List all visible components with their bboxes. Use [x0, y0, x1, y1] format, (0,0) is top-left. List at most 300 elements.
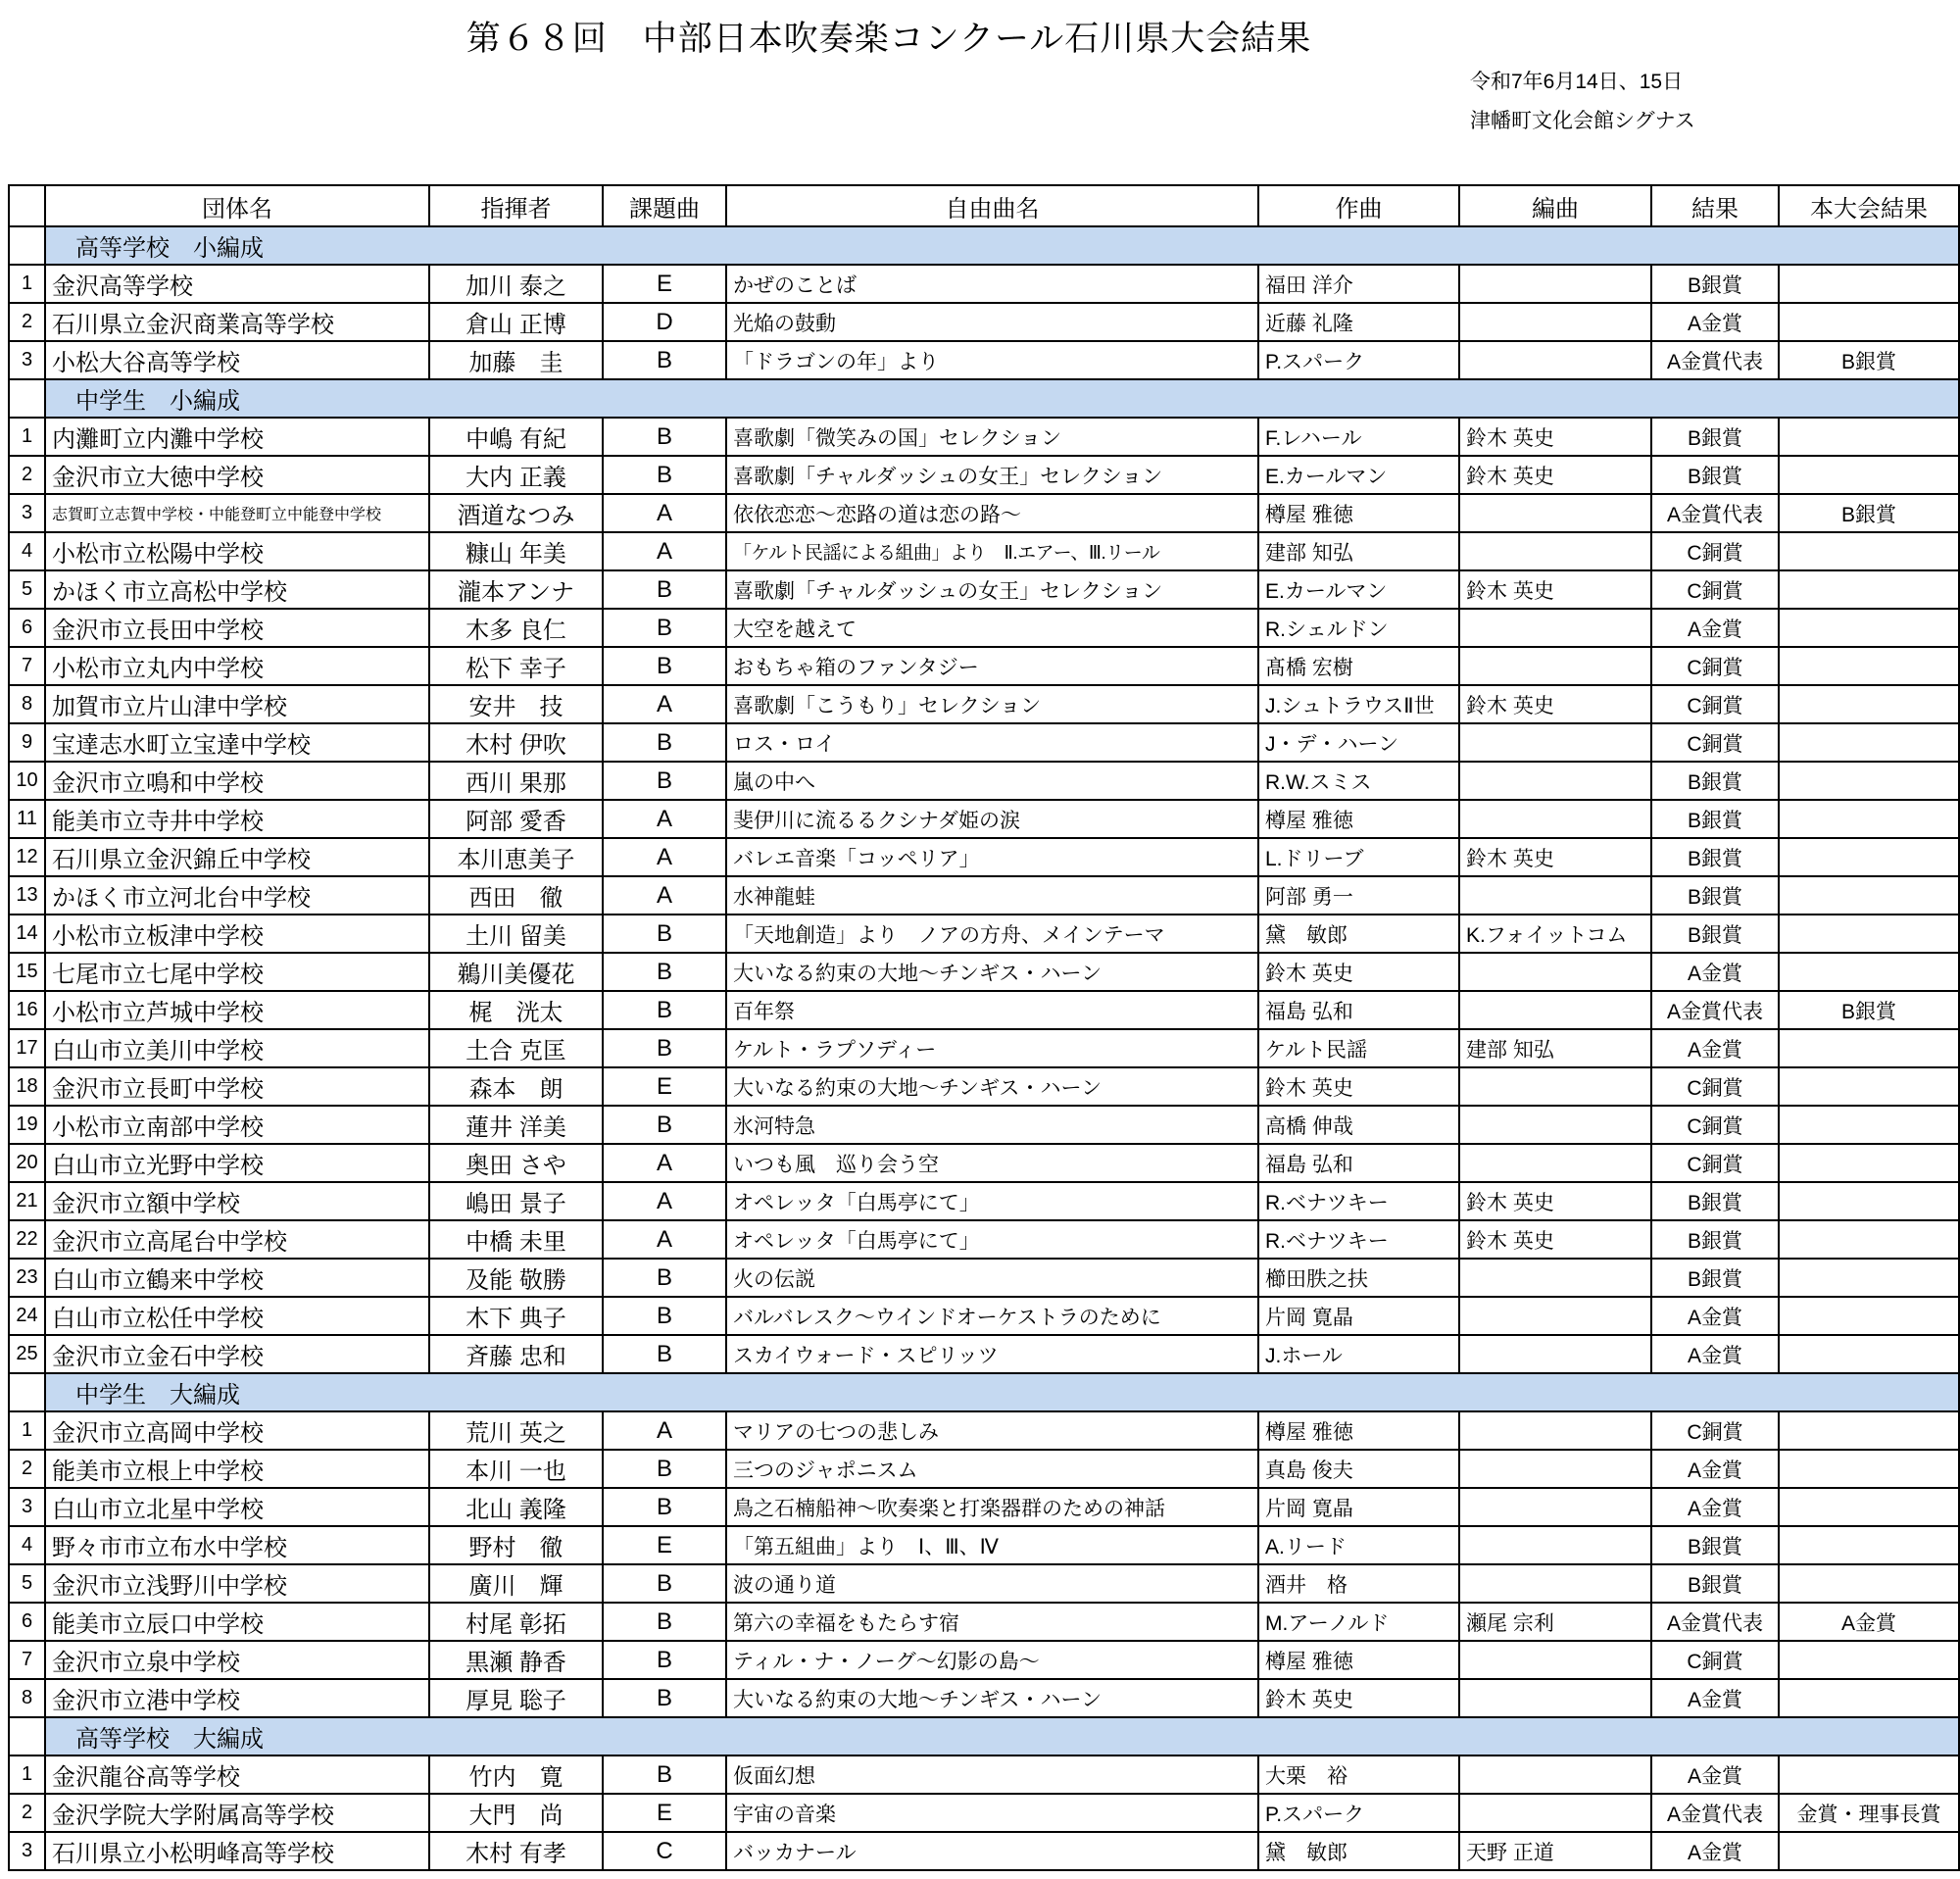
- cell-conductor: 土合 克匡: [429, 1029, 603, 1067]
- cell-conductor: 木多 良仁: [429, 609, 603, 647]
- cell-final: [1779, 723, 1959, 762]
- cell-final: [1779, 265, 1959, 303]
- cell-no: 10: [9, 762, 45, 800]
- cell-composer: 大栗 裕: [1258, 1755, 1459, 1794]
- cell-set: C: [603, 1832, 726, 1870]
- result-row: [9, 1220, 1959, 1259]
- cell-no: 1: [9, 418, 45, 456]
- cell-composer: 黛 敏郎: [1258, 915, 1459, 953]
- cell-no: 2: [9, 1450, 45, 1488]
- cell-piece: 喜歌劇「チャルダッシュの女王」セレクション: [726, 456, 1258, 494]
- cell-conductor: 黒瀬 静香: [429, 1641, 603, 1679]
- result-row: [9, 303, 1959, 341]
- result-row: [9, 1259, 1959, 1297]
- cell-group: 野々市市立布水中学校: [45, 1526, 429, 1564]
- cell-result: C銅賞: [1651, 1067, 1779, 1106]
- cell-composer: R.ベナツキー: [1258, 1220, 1459, 1259]
- section-title: 高等学校 小編成: [45, 226, 1959, 265]
- cell-final: [1779, 1067, 1959, 1106]
- event-date: 令和7年6月14日、15日: [1470, 71, 1684, 93]
- section-no-cell: [9, 379, 45, 418]
- cell-arranger: [1459, 762, 1651, 800]
- cell-set: B: [603, 1641, 726, 1679]
- cell-composer: 鈴木 英史: [1258, 953, 1459, 991]
- cell-final: [1779, 1488, 1959, 1526]
- cell-no: 2: [9, 456, 45, 494]
- cell-no: 2: [9, 1794, 45, 1832]
- cell-group: 能美市立辰口中学校: [45, 1603, 429, 1641]
- cell-arranger: [1459, 532, 1651, 570]
- result-row: [9, 570, 1959, 609]
- cell-conductor: 倉山 正博: [429, 303, 603, 341]
- result-row: [9, 1603, 1959, 1641]
- cell-no: 3: [9, 1488, 45, 1526]
- cell-piece: 「天地創造」より ノアの方舟、メインテーマ: [726, 915, 1258, 953]
- result-row: [9, 1641, 1959, 1679]
- cell-no: 3: [9, 494, 45, 532]
- cell-composer: R.ベナツキー: [1258, 1182, 1459, 1220]
- cell-set: B: [603, 1755, 726, 1794]
- cell-no: 8: [9, 1679, 45, 1717]
- cell-composer: 建部 知弘: [1258, 532, 1459, 570]
- cell-set: A: [603, 1411, 726, 1450]
- cell-result: C銅賞: [1651, 685, 1779, 723]
- section-title: 中学生 小編成: [45, 379, 1959, 418]
- result-row: [9, 1755, 1959, 1794]
- cell-set: B: [603, 609, 726, 647]
- cell-final: [1779, 953, 1959, 991]
- cell-set: B: [603, 1488, 726, 1526]
- cell-composer: 阿部 勇一: [1258, 876, 1459, 915]
- cell-arranger: [1459, 1679, 1651, 1717]
- cell-result: B銀賞: [1651, 456, 1779, 494]
- cell-arranger: [1459, 1450, 1651, 1488]
- result-row: [9, 838, 1959, 876]
- cell-no: 5: [9, 570, 45, 609]
- result-row: [9, 265, 1959, 303]
- section-header-row: [9, 379, 1959, 418]
- cell-group: 金沢市立浅野川中学校: [45, 1564, 429, 1603]
- cell-conductor: 荒川 英之: [429, 1411, 603, 1450]
- cell-conductor: 酒道なつみ: [429, 494, 603, 532]
- section-header-row: [9, 1373, 1959, 1411]
- cell-result: C銅賞: [1651, 1144, 1779, 1182]
- cell-composer: R.W.スミス: [1258, 762, 1459, 800]
- cell-result: A金賞: [1651, 1679, 1779, 1717]
- table-body: [9, 226, 1959, 1870]
- cell-arranger: [1459, 1144, 1651, 1182]
- cell-conductor: 本川 一也: [429, 1450, 603, 1488]
- cell-conductor: 中橋 未里: [429, 1220, 603, 1259]
- cell-result: A金賞代表: [1651, 1794, 1779, 1832]
- cell-arranger: [1459, 1794, 1651, 1832]
- cell-final: [1779, 685, 1959, 723]
- cell-conductor: 本川恵美子: [429, 838, 603, 876]
- cell-composer: 樽屋 雅徳: [1258, 800, 1459, 838]
- cell-arranger: 鈴木 英史: [1459, 1220, 1651, 1259]
- page-title: 第６８回 中部日本吹奏楽コンクール石川県大会結果: [466, 20, 1312, 58]
- cell-arranger: K.フォイットコム: [1459, 915, 1651, 953]
- cell-final: [1779, 647, 1959, 685]
- cell-final: [1779, 915, 1959, 953]
- cell-set: B: [603, 1450, 726, 1488]
- result-row: [9, 723, 1959, 762]
- cell-result: B銀賞: [1651, 1220, 1779, 1259]
- cell-group: 石川県立小松明峰高等学校: [45, 1832, 429, 1870]
- cell-no: 4: [9, 532, 45, 570]
- cell-set: A: [603, 800, 726, 838]
- cell-set: B: [603, 762, 726, 800]
- cell-group: 内灘町立内灘中学校: [45, 418, 429, 456]
- cell-group: 金沢学院大学附属高等学校: [45, 1794, 429, 1832]
- cell-arranger: [1459, 723, 1651, 762]
- cell-conductor: 木村 伊吹: [429, 723, 603, 762]
- column-header-composer: 作曲: [1258, 185, 1459, 226]
- cell-arranger: [1459, 1488, 1651, 1526]
- cell-conductor: 木村 有孝: [429, 1832, 603, 1870]
- cell-final: B銀賞: [1779, 494, 1959, 532]
- cell-composer: 福田 洋介: [1258, 265, 1459, 303]
- result-row: [9, 685, 1959, 723]
- cell-no: 11: [9, 800, 45, 838]
- cell-group: 金沢市立泉中学校: [45, 1641, 429, 1679]
- cell-arranger: [1459, 1526, 1651, 1564]
- cell-arranger: [1459, 341, 1651, 379]
- section-header-row: [9, 226, 1959, 265]
- cell-no: 23: [9, 1259, 45, 1297]
- cell-group: 宝達志水町立宝達中学校: [45, 723, 429, 762]
- cell-final: [1779, 1411, 1959, 1450]
- cell-piece: スカイウォード・スピリッツ: [726, 1335, 1258, 1373]
- cell-piece: 大いなる約束の大地～チンギス・ハーン: [726, 1067, 1258, 1106]
- cell-group: 白山市立鶴来中学校: [45, 1259, 429, 1297]
- cell-final: [1779, 1679, 1959, 1717]
- cell-conductor: 野村 徹: [429, 1526, 603, 1564]
- cell-set: B: [603, 570, 726, 609]
- cell-piece: 氷河特急: [726, 1106, 1258, 1144]
- cell-group: 金沢市立額中学校: [45, 1182, 429, 1220]
- cell-result: A金賞: [1651, 1488, 1779, 1526]
- cell-conductor: 西田 徹: [429, 876, 603, 915]
- cell-piece: オペレッタ「白馬亭にて」: [726, 1220, 1258, 1259]
- cell-conductor: 大内 正義: [429, 456, 603, 494]
- cell-final: B銀賞: [1779, 991, 1959, 1029]
- cell-final: [1779, 1182, 1959, 1220]
- cell-group: 金沢市立金石中学校: [45, 1335, 429, 1373]
- cell-arranger: 鈴木 英史: [1459, 685, 1651, 723]
- cell-conductor: 中嶋 有紀: [429, 418, 603, 456]
- cell-no: 7: [9, 1641, 45, 1679]
- cell-set: B: [603, 1297, 726, 1335]
- results-table: [8, 184, 1960, 1871]
- cell-final: [1779, 1755, 1959, 1794]
- cell-piece: 火の伝説: [726, 1259, 1258, 1297]
- cell-final: [1779, 800, 1959, 838]
- cell-conductor: 大門 尚: [429, 1794, 603, 1832]
- cell-final: [1779, 1564, 1959, 1603]
- cell-piece: 仮面幻想: [726, 1755, 1258, 1794]
- cell-group: 小松市立丸内中学校: [45, 647, 429, 685]
- cell-composer: 櫛田胅之扶: [1258, 1259, 1459, 1297]
- cell-piece: 依依恋恋～恋路の道は恋の路～: [726, 494, 1258, 532]
- cell-result: A金賞代表: [1651, 341, 1779, 379]
- cell-piece: ロス・ロイ: [726, 723, 1258, 762]
- cell-composer: R.シェルドン: [1258, 609, 1459, 647]
- column-header-conductor: 指揮者: [429, 185, 603, 226]
- cell-conductor: 安井 技: [429, 685, 603, 723]
- cell-piece: かぜのことば: [726, 265, 1258, 303]
- cell-set: B: [603, 1029, 726, 1067]
- cell-result: A金賞: [1651, 1029, 1779, 1067]
- cell-final: A金賞: [1779, 1603, 1959, 1641]
- cell-result: C銅賞: [1651, 1411, 1779, 1450]
- cell-arranger: [1459, 800, 1651, 838]
- cell-piece: 喜歌劇「こうもり」セレクション: [726, 685, 1258, 723]
- result-row: [9, 1106, 1959, 1144]
- cell-set: A: [603, 876, 726, 915]
- cell-group: 小松大谷高等学校: [45, 341, 429, 379]
- cell-final: [1779, 1297, 1959, 1335]
- cell-composer: 黛 敏郎: [1258, 1832, 1459, 1870]
- cell-final: 金賞・理事長賞: [1779, 1794, 1959, 1832]
- result-row: [9, 1144, 1959, 1182]
- cell-arranger: [1459, 303, 1651, 341]
- cell-set: B: [603, 1106, 726, 1144]
- cell-conductor: 厚見 聡子: [429, 1679, 603, 1717]
- cell-conductor: 木下 典子: [429, 1297, 603, 1335]
- cell-composer: 片岡 寛晶: [1258, 1297, 1459, 1335]
- cell-arranger: [1459, 1106, 1651, 1144]
- cell-arranger: [1459, 1564, 1651, 1603]
- cell-piece: 喜歌劇「チャルダッシュの女王」セレクション: [726, 570, 1258, 609]
- cell-result: B銀賞: [1651, 838, 1779, 876]
- cell-composer: J.ホール: [1258, 1335, 1459, 1373]
- result-row: [9, 762, 1959, 800]
- cell-no: 16: [9, 991, 45, 1029]
- cell-final: [1779, 1220, 1959, 1259]
- cell-conductor: 瀧本アンナ: [429, 570, 603, 609]
- cell-conductor: 梶 洸太: [429, 991, 603, 1029]
- cell-result: B銀賞: [1651, 265, 1779, 303]
- column-header-set: 課題曲: [603, 185, 726, 226]
- result-row: [9, 1832, 1959, 1870]
- cell-final: [1779, 456, 1959, 494]
- cell-conductor: 鵜川美優花: [429, 953, 603, 991]
- cell-group: 小松市立板津中学校: [45, 915, 429, 953]
- cell-no: 8: [9, 685, 45, 723]
- cell-conductor: 斉藤 忠和: [429, 1335, 603, 1373]
- cell-piece: 光焔の鼓動: [726, 303, 1258, 341]
- header-row: [9, 185, 1959, 226]
- cell-final: [1779, 1029, 1959, 1067]
- cell-group: かほく市立高松中学校: [45, 570, 429, 609]
- cell-composer: 樽屋 雅徳: [1258, 494, 1459, 532]
- cell-result: A金賞: [1651, 303, 1779, 341]
- section-no-cell: [9, 1717, 45, 1755]
- cell-conductor: 奥田 さや: [429, 1144, 603, 1182]
- cell-final: [1779, 876, 1959, 915]
- cell-conductor: 森本 朗: [429, 1067, 603, 1106]
- cell-set: B: [603, 915, 726, 953]
- result-row: [9, 1335, 1959, 1373]
- cell-piece: 第六の幸福をもたらす宿: [726, 1603, 1258, 1641]
- cell-no: 21: [9, 1182, 45, 1220]
- cell-piece: 鳥之石楠船神～吹奏楽と打楽器群のための神話: [726, 1488, 1258, 1526]
- cell-set: A: [603, 532, 726, 570]
- cell-result: B銀賞: [1651, 418, 1779, 456]
- cell-no: 1: [9, 1755, 45, 1794]
- cell-set: D: [603, 303, 726, 341]
- cell-result: A金賞: [1651, 1832, 1779, 1870]
- cell-no: 5: [9, 1564, 45, 1603]
- cell-set: A: [603, 838, 726, 876]
- cell-arranger: [1459, 647, 1651, 685]
- cell-group: 金沢市立港中学校: [45, 1679, 429, 1717]
- result-row: [9, 991, 1959, 1029]
- cell-piece: 大いなる約束の大地～チンギス・ハーン: [726, 1679, 1258, 1717]
- cell-composer: P.スパーク: [1258, 341, 1459, 379]
- cell-piece: 斐伊川に流るるクシナダ姫の涙: [726, 800, 1258, 838]
- cell-final: [1779, 1335, 1959, 1373]
- cell-result: B銀賞: [1651, 876, 1779, 915]
- cell-composer: 樽屋 雅徳: [1258, 1641, 1459, 1679]
- cell-group: 金沢市立長田中学校: [45, 609, 429, 647]
- cell-set: B: [603, 647, 726, 685]
- result-row: [9, 1297, 1959, 1335]
- cell-set: B: [603, 1335, 726, 1373]
- cell-group: 能美市立根上中学校: [45, 1450, 429, 1488]
- cell-no: 2: [9, 303, 45, 341]
- cell-conductor: 北山 義隆: [429, 1488, 603, 1526]
- cell-result: A金賞: [1651, 1335, 1779, 1373]
- result-row: [9, 1564, 1959, 1603]
- cell-no: 7: [9, 647, 45, 685]
- cell-arranger: [1459, 494, 1651, 532]
- table-header: [9, 185, 1959, 226]
- cell-result: C銅賞: [1651, 723, 1779, 762]
- cell-conductor: 竹内 寛: [429, 1755, 603, 1794]
- cell-composer: 近藤 礼隆: [1258, 303, 1459, 341]
- cell-group: 七尾市立七尾中学校: [45, 953, 429, 991]
- cell-no: 15: [9, 953, 45, 991]
- cell-arranger: [1459, 1259, 1651, 1297]
- cell-group: 金沢市立大徳中学校: [45, 456, 429, 494]
- cell-composer: 福島 弘和: [1258, 1144, 1459, 1182]
- cell-piece: バレエ音楽「コッペリア」: [726, 838, 1258, 876]
- cell-set: A: [603, 494, 726, 532]
- cell-group: 小松市立松陽中学校: [45, 532, 429, 570]
- cell-composer: 鈴木 英史: [1258, 1067, 1459, 1106]
- cell-set: B: [603, 953, 726, 991]
- cell-piece: 宇宙の音楽: [726, 1794, 1258, 1832]
- cell-group: 石川県立金沢錦丘中学校: [45, 838, 429, 876]
- cell-conductor: 西川 果那: [429, 762, 603, 800]
- cell-set: B: [603, 991, 726, 1029]
- cell-piece: いつも風 巡り会う空: [726, 1144, 1258, 1182]
- cell-result: B銀賞: [1651, 1564, 1779, 1603]
- cell-set: A: [603, 1182, 726, 1220]
- cell-no: 3: [9, 341, 45, 379]
- cell-set: E: [603, 1526, 726, 1564]
- cell-arranger: [1459, 953, 1651, 991]
- cell-final: [1779, 1450, 1959, 1488]
- cell-group: 金沢市立高尾台中学校: [45, 1220, 429, 1259]
- result-row: [9, 1450, 1959, 1488]
- cell-arranger: 鈴木 英史: [1459, 418, 1651, 456]
- cell-set: B: [603, 456, 726, 494]
- cell-no: 25: [9, 1335, 45, 1373]
- cell-group: 白山市立光野中学校: [45, 1144, 429, 1182]
- cell-group: 加賀市立片山津中学校: [45, 685, 429, 723]
- cell-final: B銀賞: [1779, 341, 1959, 379]
- cell-final: [1779, 570, 1959, 609]
- cell-result: A金賞代表: [1651, 494, 1779, 532]
- cell-arranger: 鈴木 英史: [1459, 1182, 1651, 1220]
- result-row: [9, 1526, 1959, 1564]
- cell-final: [1779, 1832, 1959, 1870]
- cell-no: 24: [9, 1297, 45, 1335]
- cell-set: A: [603, 1144, 726, 1182]
- cell-conductor: 加川 泰之: [429, 265, 603, 303]
- cell-composer: 髙橋 宏樹: [1258, 647, 1459, 685]
- cell-arranger: 天野 正道: [1459, 1832, 1651, 1870]
- cell-set: B: [603, 1564, 726, 1603]
- cell-piece: 「ケルト民謡による組曲」より Ⅱ.エアー、Ⅲ.リール: [726, 532, 1258, 570]
- cell-no: 6: [9, 609, 45, 647]
- cell-no: 9: [9, 723, 45, 762]
- cell-result: C銅賞: [1651, 532, 1779, 570]
- cell-no: 19: [9, 1106, 45, 1144]
- result-row: [9, 1411, 1959, 1450]
- result-row: [9, 1182, 1959, 1220]
- cell-piece: おもちゃ箱のファンタジー: [726, 647, 1258, 685]
- result-row: [9, 915, 1959, 953]
- cell-composer: P.スパーク: [1258, 1794, 1459, 1832]
- cell-final: [1779, 609, 1959, 647]
- result-row: [9, 494, 1959, 532]
- cell-result: A金賞: [1651, 953, 1779, 991]
- column-header-arranger: 編曲: [1459, 185, 1651, 226]
- result-row: [9, 647, 1959, 685]
- column-header-final: 本大会結果: [1779, 185, 1959, 226]
- cell-result: B銀賞: [1651, 1259, 1779, 1297]
- result-row: [9, 456, 1959, 494]
- event-venue: 津幡町文化会館シグナス: [1470, 110, 1695, 132]
- cell-piece: ティル・ナ・ノーグ～幻影の島～: [726, 1641, 1258, 1679]
- cell-no: 3: [9, 1832, 45, 1870]
- result-row: [9, 1488, 1959, 1526]
- cell-conductor: 廣川 輝: [429, 1564, 603, 1603]
- cell-piece: 大いなる約束の大地～チンギス・ハーン: [726, 953, 1258, 991]
- column-header-no: [9, 185, 45, 226]
- cell-group: 小松市立南部中学校: [45, 1106, 429, 1144]
- cell-final: [1779, 303, 1959, 341]
- cell-piece: 「ドラゴンの年」より: [726, 341, 1258, 379]
- cell-arranger: [1459, 265, 1651, 303]
- cell-piece: バッカナール: [726, 1832, 1258, 1870]
- cell-arranger: [1459, 1641, 1651, 1679]
- result-row: [9, 1794, 1959, 1832]
- cell-piece: 百年祭: [726, 991, 1258, 1029]
- cell-result: A金賞: [1651, 1450, 1779, 1488]
- cell-composer: E.カールマン: [1258, 456, 1459, 494]
- cell-group: 金沢市立長町中学校: [45, 1067, 429, 1106]
- result-row: [9, 953, 1959, 991]
- cell-piece: バルバレスク～ウインドオーケストラのために: [726, 1297, 1258, 1335]
- cell-composer: E.カールマン: [1258, 570, 1459, 609]
- cell-conductor: 土川 留美: [429, 915, 603, 953]
- cell-result: A金賞: [1651, 1297, 1779, 1335]
